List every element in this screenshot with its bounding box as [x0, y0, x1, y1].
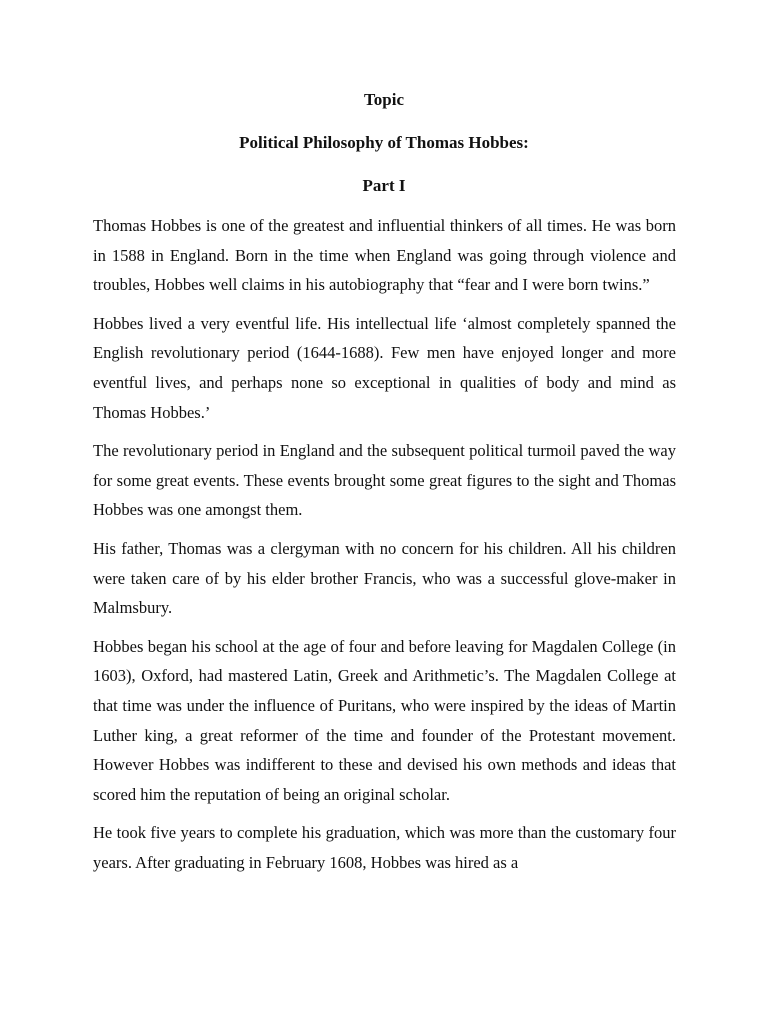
paragraph-1: Thomas Hobbes is one of the greatest and influential thinkers of all times. He was born in 1588 in England. Born in the time when England was going through violence and troubles, Hobbes well claims in his autobiography that “fear and I were born twins.” [93, 216, 676, 295]
document-title: Political Philosophy of Thomas Hobbes: [239, 133, 529, 152]
part-heading: Part I [362, 176, 406, 195]
paragraph-4: His father, Thomas was a clergyman with no concern for his children. All his children were taken care of by his elder brother Francis, who was a successful glove-maker in Malmsbury. [93, 538, 676, 618]
paragraph-5: Hobbes began his school at the age of four and before leaving for Magdalen College (in 1603), Oxford, had mastered Latin, Greek and Arithmetic’s. The Magdalen College at that time was under the influence of Puritans, who were inspired by the ideas of Martin Luther king, a great reformer of the time and founder of the Protestant movement. However Hobbes was indifferent to these and devised his own methods and ideas that scored him the reputation of being an original scholar. [93, 636, 676, 804]
document-body [93, 211, 676, 886]
paragraph-6: He took five years to complete his graduation, which was more than the customary four years. After graduating in February 1608, Hobbes was hired as a [93, 823, 676, 872]
topic-heading: Topic [363, 90, 404, 109]
paragraph-3: The revolutionary period in England and the subsequent political turmoil paved the way for some great events. These events brought some great figures to the sight and Thomas Hobbes was one amongst them. [93, 441, 676, 520]
paragraph-2: Hobbes lived a very eventful life. His intellectual life ‘almost completely spanned the English revolutionary period (1644-1688). Few men have enjoyed longer and more eventful lives, and perhaps none so exceptional in qualities of body and mind as Thomas Hobbes.’ [93, 313, 676, 422]
